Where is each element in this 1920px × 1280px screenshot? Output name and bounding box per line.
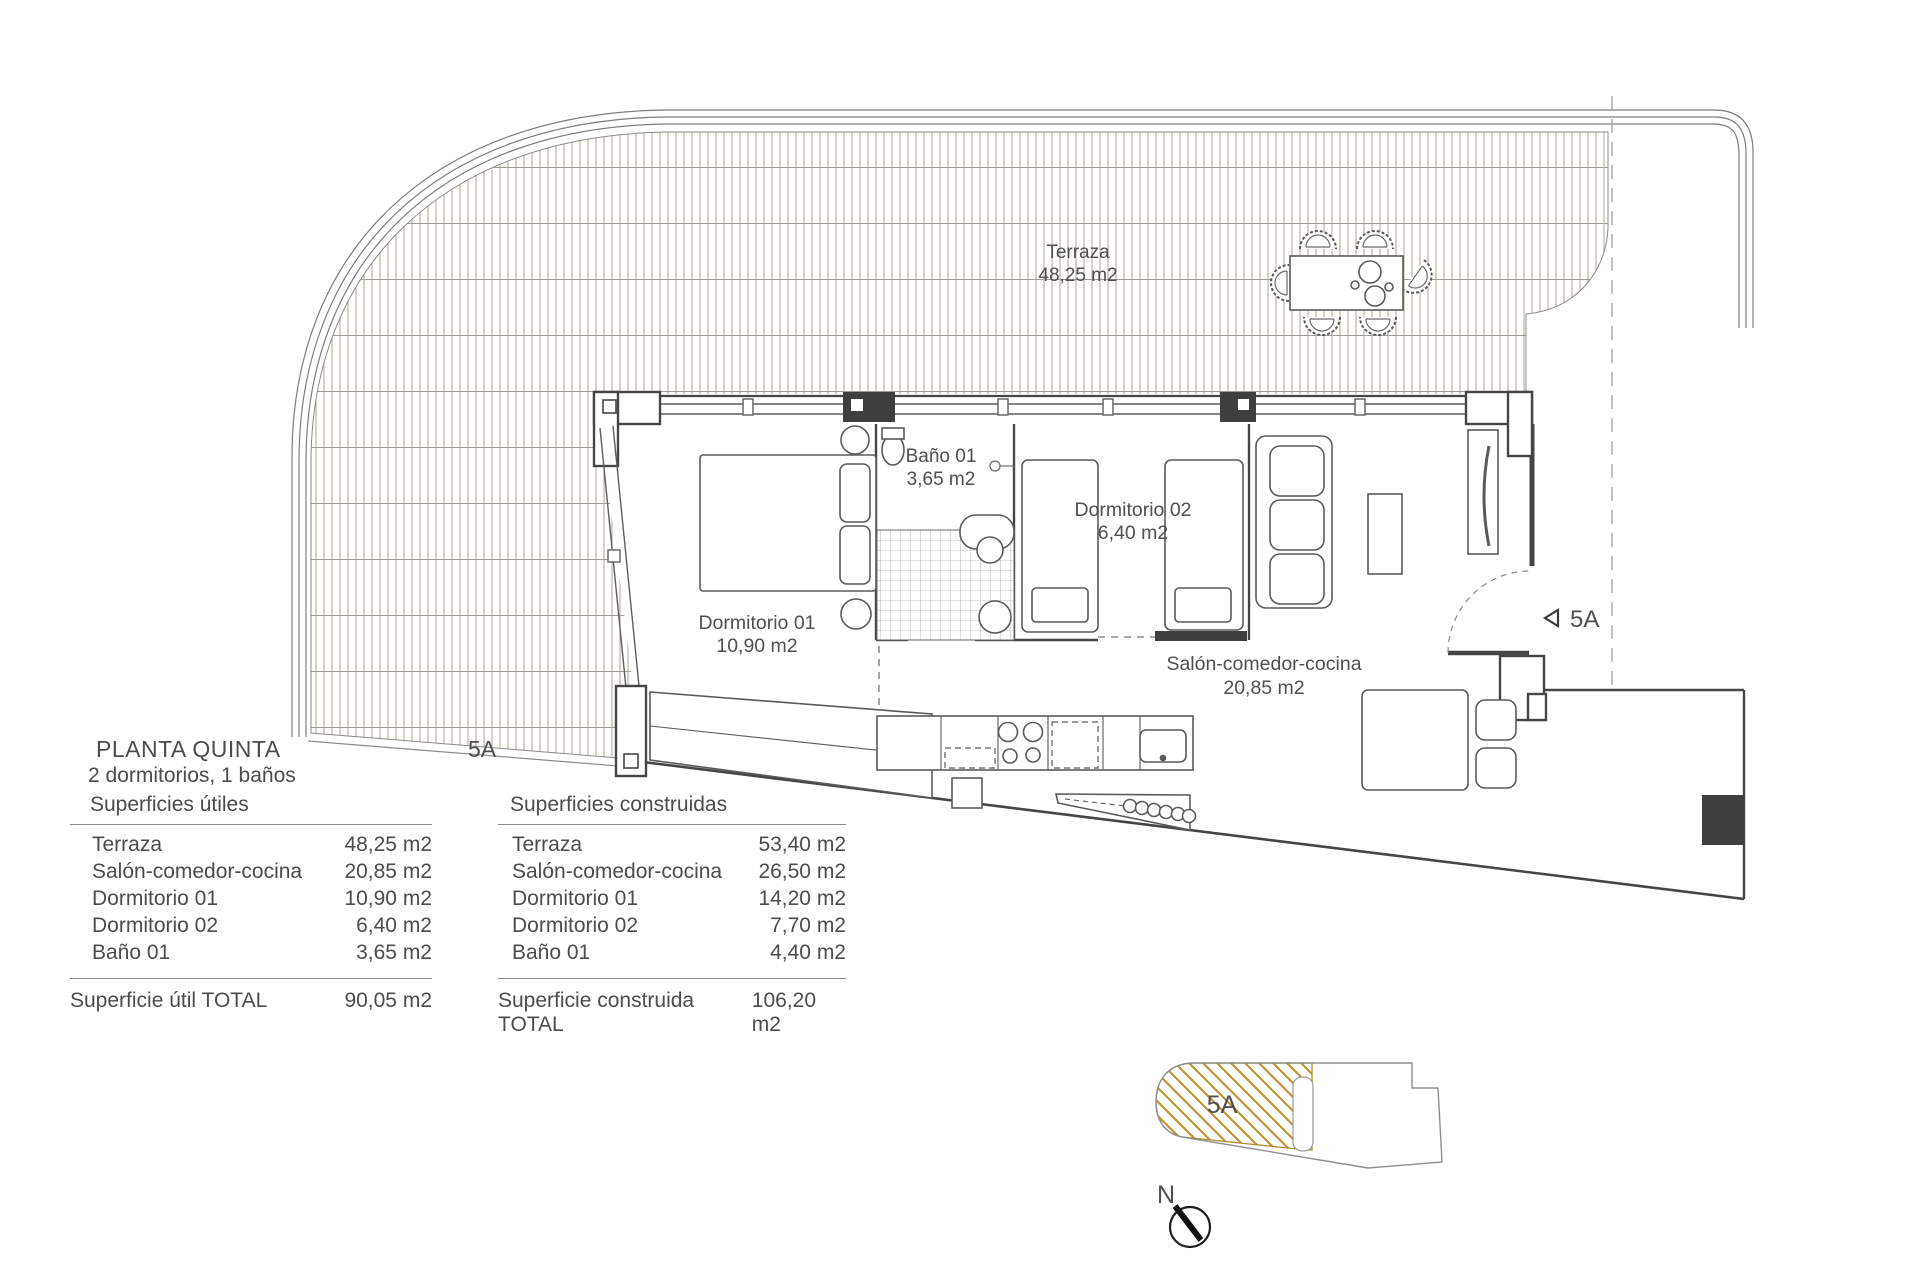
hob-burner <box>1024 723 1043 742</box>
row-label: Dormitorio 02 <box>512 914 639 937</box>
total-label: Superficie útil TOTAL <box>70 989 268 1012</box>
washbasin <box>979 601 1011 633</box>
row-label: Dormitorio 01 <box>92 887 219 910</box>
side-table <box>841 599 871 629</box>
plate <box>1385 283 1393 291</box>
sliding-door <box>1155 631 1247 641</box>
window-mullion <box>743 399 753 415</box>
table-rows <box>70 825 432 966</box>
pillow <box>840 464 870 522</box>
table-total-row <box>70 978 432 1013</box>
pillow <box>1175 588 1231 622</box>
washbasin <box>977 537 1003 563</box>
row-label: Dormitorio 01 <box>512 887 639 910</box>
entrance-tag <box>1545 606 1599 633</box>
plate <box>1359 261 1381 283</box>
hob-burner <box>1003 749 1017 763</box>
table-rows <box>498 825 846 966</box>
column-marker <box>603 400 616 413</box>
entrance-label: 5A <box>1570 606 1600 633</box>
hob-burner <box>1026 748 1040 762</box>
north-compass <box>1157 1181 1210 1247</box>
label-terraza: Terraza <box>1046 242 1110 263</box>
row-value: 53,40 m2 <box>758 833 846 856</box>
table-row <box>498 912 846 939</box>
floor-title: PLANTA QUINTA <box>96 736 281 762</box>
dining-chair <box>1476 700 1516 740</box>
north-label: N <box>1156 1181 1176 1209</box>
row-value: 14,20 m2 <box>758 887 846 910</box>
pillow <box>1032 588 1088 622</box>
row-value: 7,70 m2 <box>770 914 846 937</box>
sink-tap <box>1161 756 1166 761</box>
appliance-dashed <box>1052 722 1098 768</box>
corner-column <box>1702 795 1744 845</box>
column-marker <box>624 754 638 768</box>
row-value: 6,40 m2 <box>356 914 432 937</box>
total-value: 90,05 m2 <box>344 989 432 1012</box>
row-value: 48,25 m2 <box>344 833 432 856</box>
label-salon: Salón-comedor-cocina <box>1166 653 1362 675</box>
pillow <box>840 526 870 584</box>
built-areas-table <box>498 793 846 1037</box>
window-mullion <box>1103 399 1113 415</box>
coffee-table <box>1368 494 1402 574</box>
row-value: 4,40 m2 <box>770 941 846 964</box>
table-row <box>498 885 846 912</box>
entrance-arrow-icon <box>1545 610 1558 626</box>
plate <box>1365 286 1385 306</box>
outdoor-table <box>1290 256 1403 310</box>
keyplan-core <box>1293 1077 1313 1151</box>
plate <box>1351 281 1359 289</box>
unit-title: 5A <box>468 736 497 762</box>
column-marker <box>1238 399 1249 410</box>
label-bano-area: 3,65 m2 <box>906 469 976 490</box>
table-row <box>70 831 432 858</box>
row-label: Baño 01 <box>92 941 171 964</box>
window-mullion <box>608 550 620 562</box>
row-value: 10,90 m2 <box>344 887 432 910</box>
useful-areas-table <box>70 793 432 1013</box>
total-value: 106,20 m2 <box>751 989 817 1036</box>
stool <box>952 778 982 808</box>
appliance-dashed <box>945 748 995 768</box>
window-mullion <box>1355 399 1365 415</box>
label-salon-area: 20,85 m2 <box>1223 677 1305 699</box>
dining-table <box>1362 690 1468 790</box>
row-value: 20,85 m2 <box>344 860 432 883</box>
side-table <box>841 426 869 454</box>
row-label: Dormitorio 02 <box>92 914 219 937</box>
row-label: Terraza <box>92 833 163 856</box>
hob-burner <box>999 723 1018 742</box>
toilet-tank <box>882 428 904 439</box>
sofa-cushion <box>1270 446 1324 496</box>
row-label: Salón-comedor-cocina <box>512 860 723 883</box>
label-bano: Baño 01 <box>905 446 977 467</box>
row-label: Salón-comedor-cocina <box>92 860 303 883</box>
row-value: 3,65 m2 <box>356 941 432 964</box>
table-row <box>70 858 432 885</box>
column-marker <box>851 399 863 411</box>
table-header: Superficies construidas <box>498 793 846 825</box>
label-dorm2-area: 6,40 m2 <box>1097 522 1169 544</box>
keyplan-unit-label: 5A <box>1206 1091 1238 1119</box>
keyplan <box>1156 1063 1442 1168</box>
sofa-cushion <box>1270 500 1324 550</box>
table-row <box>70 885 432 912</box>
table-row <box>498 939 846 966</box>
label-terraza-area: 48,25 m2 <box>1038 265 1118 286</box>
table-row <box>70 912 432 939</box>
label-dorm1: Dormitorio 01 <box>698 612 816 634</box>
label-dorm1-area: 10,90 m2 <box>716 635 798 657</box>
window-mullion <box>998 399 1008 415</box>
table-row <box>498 858 846 885</box>
total-label: Superficie construida TOTAL <box>498 989 695 1036</box>
table-header: Superficies útiles <box>70 793 432 825</box>
row-label: Terraza <box>512 833 583 856</box>
table-total-row <box>498 978 846 1037</box>
row-value: 26,50 m2 <box>758 860 846 883</box>
unit-config: 2 dormitorios, 1 baños <box>88 764 296 787</box>
table-row <box>498 831 846 858</box>
dining-chair <box>1476 748 1516 788</box>
table-row <box>70 939 432 966</box>
label-dorm2: Dormitorio 02 <box>1074 499 1192 521</box>
row-label: Baño 01 <box>512 941 591 964</box>
sofa-cushion <box>1270 554 1324 604</box>
